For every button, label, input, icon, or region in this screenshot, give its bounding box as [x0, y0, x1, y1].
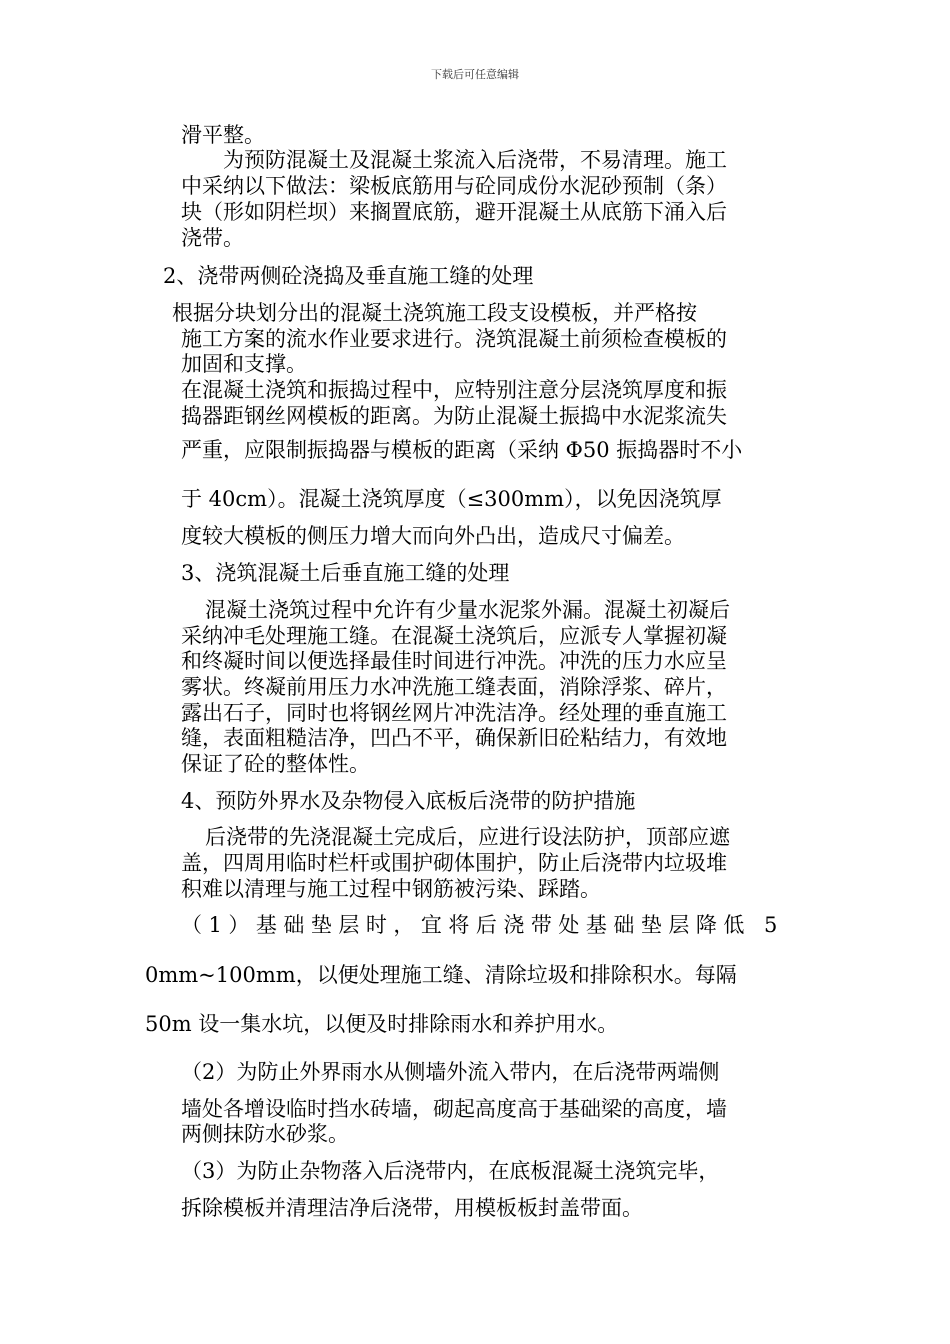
text-line: 度较大模板的侧压力增大而向外凸出，造成尺寸偏差。 [181, 524, 685, 548]
text-line: （2）为防止外界雨水从侧墙外流入带内，在后浇带两端侧 [181, 1060, 720, 1084]
text-line: 采纳冲毛处理施工缝。在混凝土浇筑后，应派专人掌握初凝 [181, 624, 727, 648]
text-line: 块（形如阴栏坝）来搁置底筋，避开混凝土从底筋下涌入后 [181, 200, 727, 224]
text-line: 加固和支撑。 [181, 352, 307, 376]
text-line: 和终凝时间以便选择最佳时间进行冲洗。冲洗的压力水应呈 [181, 649, 727, 673]
section-heading: 3、浇筑混凝土后垂直施工缝的处理 [181, 561, 510, 585]
text-line: 保证了砼的整体性。 [181, 752, 370, 776]
text-line: 根据分块划分出的混凝土浇筑施工段支设模板，并严格按 [172, 301, 697, 325]
text-line: 后浇带的先浇混凝土完成后，应进行设法防护，顶部应遮 [205, 825, 730, 849]
text-line: 混凝土浇筑过程中允许有少量水泥浆外漏。混凝土初凝后 [205, 598, 730, 622]
text-line: 缝，表面粗糙洁净，凹凸不平，确保新旧砼粘结力，有效地 [181, 726, 727, 750]
text-line: 雾状。终凝前用压力水冲洗施工缝表面，消除浮浆、碎片， [181, 675, 727, 699]
section-heading: 2、浇带两侧砼浇捣及垂直施工缝的处理 [163, 264, 534, 288]
section-heading: 4、预防外界水及杂物侵入底板后浇带的防护措施 [181, 789, 636, 813]
text-line: 0mm~100mm，以便处理施工缝、清除垃圾和排除积水。每隔 [145, 963, 737, 987]
page-header: 下载后可任意编辑 [431, 68, 519, 81]
text-line: 50m 设一集水坑，以便及时排除雨水和养护用水。 [145, 1012, 619, 1036]
text-line: 拆除模板并清理洁净后浇带，用模板板封盖带面。 [181, 1196, 643, 1220]
text-line: 滑平整。 [181, 123, 265, 147]
text-line: 为预防混凝土及混凝土浆流入后浇带，不易清理。施工 [223, 148, 727, 172]
text-line: （1）基础垫层时，宜将后浇带处基础垫层降低 5 [181, 913, 784, 937]
text-line: 施工方案的流水作业要求进行。浇筑混凝土前须检查模板的 [181, 327, 727, 351]
text-line: 积难以清理与施工过程中钢筋被污染、踩踏。 [181, 877, 601, 901]
text-line: 墙处各增设临时挡水砖墙，砌起高度高于基础梁的高度，墙 [181, 1097, 727, 1121]
text-line: 在混凝土浇筑和振捣过程中，应特别注意分层浇筑厚度和振 [181, 378, 727, 402]
text-line: 中采纳以下做法：梁板底筋用与砼同成份水泥砂预制（条） [181, 174, 727, 198]
text-line: （3）为防止杂物落入后浇带内，在底板混凝土浇筑完毕， [181, 1159, 720, 1183]
text-line: 捣器距钢丝网模板的距离。为防止混凝土振捣中水泥浆流失 [181, 404, 727, 428]
text-line: 浇带。 [181, 226, 244, 250]
text-line: 两侧抹防水砂浆。 [181, 1122, 349, 1146]
text-line: 盖，四周用临时栏杆或围护砌体围护，防止后浇带内垃圾堆 [181, 851, 727, 875]
text-line: 露出石子，同时也将钢丝网片冲洗洁净。经处理的垂直施工 [181, 701, 727, 725]
text-line: 严重，应限制振捣器与模板的距离（采纳 Φ50 振捣器时不小 [181, 438, 743, 462]
text-line: 于 40cm）。混凝土浇筑厚度（≤300mm），以免因浇筑厚 [181, 487, 722, 511]
